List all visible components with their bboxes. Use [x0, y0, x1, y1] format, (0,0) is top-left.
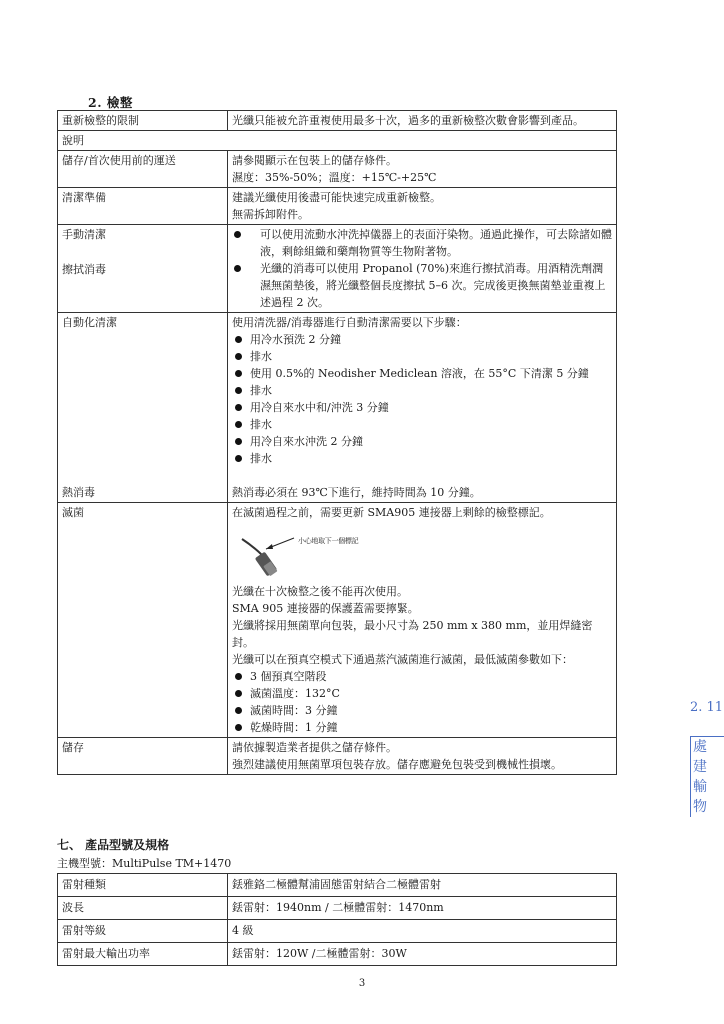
list-item: 滅菌時間：3 分鐘 — [232, 702, 612, 719]
row-text — [228, 188, 617, 225]
table-row — [58, 920, 617, 943]
text-line: 建議光纖使用後盡可能快速完成重新檢整。 — [232, 191, 441, 204]
text-line: 請依據製造業者提供之儲存條件。 — [232, 741, 397, 754]
table-row — [58, 738, 617, 775]
row-label: 儲存/首次使用前的運送 — [58, 151, 228, 188]
spec-value: 銩雷射：120W /二極體雷射：30W — [228, 943, 617, 966]
seal-stamp — [688, 700, 724, 860]
row-text — [228, 738, 617, 775]
row-text — [228, 313, 617, 503]
bullet-list — [232, 226, 612, 311]
table-row — [58, 313, 617, 503]
row-label — [58, 313, 228, 503]
list-item: 用冷自來水中和/沖洗 3 分鐘 — [232, 399, 612, 416]
paragraph: 光纖將採用無菌單向包裝，最小尺寸為 250 mm x 380 mm，並用焊縫密封。 — [232, 619, 593, 649]
thermal-disinfection-label: 熱消毒 — [62, 486, 95, 499]
row-text — [228, 225, 617, 313]
spec-label: 波長 — [58, 897, 228, 920]
spec-value: 銩雅鉻二極體幫浦固態雷射結合二極體雷射 — [228, 874, 617, 897]
list-item: 使用 0.5%的 Neodisher Mediclean 溶液，在 55°C 下清潔 5 分鐘 — [232, 365, 612, 382]
spec-value: 銩雷射：1940nm / 二極體雷射：1470nm — [228, 897, 617, 920]
bullet-list — [232, 331, 612, 467]
list-item: 光纖的消毒可以使用 Propanol (70%)來進行擦拭消毒。用酒精洗劑潤濕無菌墊後，將光纖整個長度擦拭 5–6 次。完成後更換無菌墊並重複上述過程 2 次。 — [232, 260, 612, 311]
row-label: 儲存 — [58, 738, 228, 775]
list-item: 乾燥時間：1 分鐘 — [232, 719, 612, 736]
stamp-text: 處 建 輸 物 — [690, 736, 724, 817]
text-line: 濕度：35%-50%；溫度：+15℃-+25℃ — [232, 171, 437, 184]
text-line: 無需拆卸附件。 — [232, 208, 309, 221]
fiber-connector-illustration — [232, 521, 392, 583]
paragraph: SMA 905 連接器的保護蓋需要擰緊。 — [232, 602, 419, 615]
row-text — [228, 151, 617, 188]
list-item: 排水 — [232, 416, 612, 433]
page-number: 3 — [358, 978, 366, 989]
stamp-date: 2. 11 — [690, 700, 724, 715]
section-7-title: 七、 產品型號及規格 — [57, 838, 170, 852]
connector-figure — [232, 521, 612, 583]
model-number: 主機型號：MultiPulse TM+1470 — [57, 857, 232, 870]
reprocessing-table — [57, 110, 617, 775]
specs-table — [57, 873, 617, 966]
auto-cleaning-label: 自動化清潔 — [62, 316, 117, 329]
spec-label: 雷射最大輸出功率 — [58, 943, 228, 966]
table-row — [58, 897, 617, 920]
row-label: 重新檢整的限制 — [58, 111, 228, 131]
table-row — [58, 503, 617, 738]
figure-label: 小心地取下一個標記 — [298, 537, 359, 545]
table-row — [58, 131, 617, 151]
list-item: 可以使用流動水沖洗掉儀器上的表面汙染物。通過此操作，可去除諸如體液，剩餘組織和藥劑物質等生物附著物。 — [232, 226, 612, 260]
table-row — [58, 943, 617, 966]
auto-intro: 使用清洗器/消毒器進行自動清潔需要以下步驟： — [232, 316, 467, 329]
spec-label: 雷射等級 — [58, 920, 228, 943]
manual-cleaning-label: 手動清潔 — [62, 228, 106, 241]
text-line: 請參閱顯示在包裝上的儲存條件。 — [232, 154, 397, 167]
bullet-list — [232, 668, 612, 736]
paragraph: 光纖可以在預真空模式下通過蒸汽滅菌進行滅菌，最低滅菌參數如下： — [232, 653, 573, 666]
text-line: 強烈建議使用無菌單項包裝存放。儲存應避免包裝受到機械性損壞。 — [232, 758, 562, 771]
row-text: 光纖只能被允許重複使用最多十次，過多的重新檢整次數會影響到產品。 — [228, 111, 617, 131]
table-row — [58, 111, 617, 131]
list-item: 用冷自來水沖洗 2 分鐘 — [232, 433, 612, 450]
section-2-title: 2. 檢整 — [88, 95, 133, 110]
table-row — [58, 874, 617, 897]
row-label: 清潔準備 — [58, 188, 228, 225]
row-label — [58, 225, 228, 313]
row-label: 滅菌 — [58, 503, 228, 738]
list-item: 排水 — [232, 450, 612, 467]
wipe-disinfection-label: 擦拭消毒 — [62, 263, 106, 276]
row-label: 說明 — [58, 131, 617, 151]
list-item: 用冷水預洗 2 分鐘 — [232, 331, 612, 348]
table-row — [58, 188, 617, 225]
list-item: 排水 — [232, 382, 612, 399]
paragraph: 光纖在十次檢整之後不能再次使用。 — [232, 585, 408, 598]
row-text — [228, 503, 617, 738]
table-row — [58, 225, 617, 313]
thermal-text: 熱消毒必須在 93℃下進行，維持時間為 10 分鐘。 — [232, 486, 481, 499]
list-item: 3 個預真空階段 — [232, 668, 612, 685]
spec-value: 4 級 — [228, 920, 617, 943]
spec-label: 雷射種類 — [58, 874, 228, 897]
sterilization-intro: 在滅菌過程之前，需要更新 SMA905 連接器上剩餘的檢整標記。 — [232, 506, 551, 519]
list-item: 滅菌溫度：132°C — [232, 685, 612, 702]
table-row — [58, 151, 617, 188]
list-item: 排水 — [232, 348, 612, 365]
